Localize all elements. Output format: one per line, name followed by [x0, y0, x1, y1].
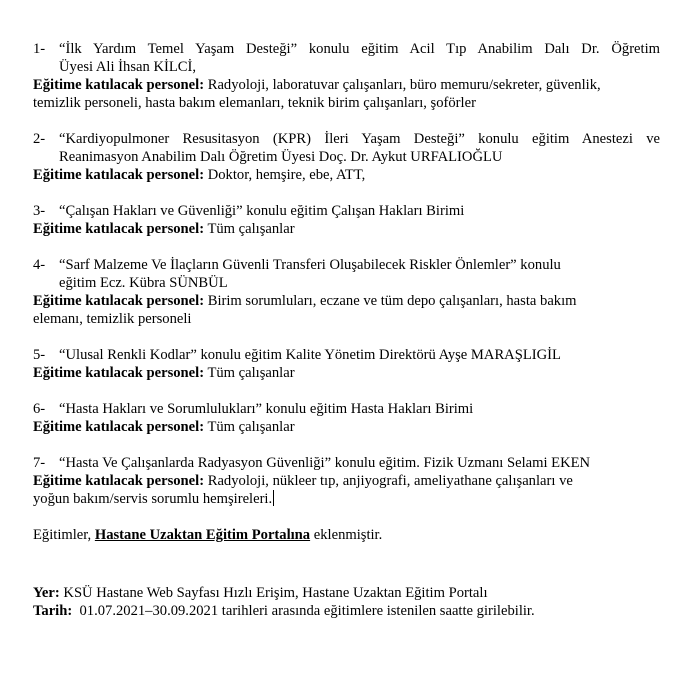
- portal-note: Eğitimler, Hastane Uzaktan Eğitim Portalına eklenmiştir.: [33, 527, 383, 543]
- item-number: 6-: [33, 401, 46, 417]
- personnel-label: Eğitime katılacak personel:: [33, 365, 205, 381]
- date-label: Tarih:: [33, 603, 73, 619]
- personnel-label: Eğitime katılacak personel:: [33, 221, 205, 237]
- training-title-line-2: Üyesi Ali İhsan KİLCİ,: [59, 59, 197, 75]
- training-title-line-1: 1- “İlk Yardım Temel Yaşam Desteği” konulu eğitim Acil Tıp Anabilim Dalı Dr. Öğretim: [33, 41, 660, 57]
- personnel-label: Eğitime katılacak personel:: [33, 167, 205, 183]
- training-item-5: [33, 346, 660, 382]
- training-title-line-1: 5- “Ulusal Renkli Kodlar” konulu eğitim Kalite Yönetim Direktörü Ayşe MARAŞLIGİL: [33, 347, 561, 363]
- training-title-line-2: eğitim Ecz. Kübra SÜNBÜL: [59, 275, 228, 291]
- personnel-line-2: elemanı, temizlik personeli: [33, 311, 192, 327]
- footer: [33, 584, 660, 620]
- training-title-line-1: 3- “Çalışan Hakları ve Güvenliği” konulu eğitim Çalışan Hakları Birimi: [33, 203, 465, 219]
- training-item-4: [33, 256, 660, 328]
- personnel-label: Eğitime katılacak personel:: [33, 473, 205, 489]
- personnel-line-1: Eğitime katılacak personel: Doktor, hemşire, ebe, ATT,: [33, 167, 366, 183]
- date-line: [33, 602, 660, 620]
- training-item-6: [33, 400, 660, 436]
- training-title-line-2: Reanimasyon Anabilim Dalı Öğretim Üyesi Doç. Dr. Aykut URFALIOĞLU: [59, 149, 503, 165]
- training-item-7: [33, 454, 660, 508]
- training-title-line-1: 4- “Sarf Malzeme Ve İlaçların Güvenli Transferi Oluşabilecek Riskler Önlemler” konulu: [33, 257, 561, 273]
- item-number: 4-: [33, 257, 46, 273]
- personnel-label: Eğitime katılacak personel:: [33, 77, 205, 93]
- item-number: 2-: [33, 131, 46, 147]
- personnel-line-1: Eğitime katılacak personel: Tüm çalışanlar: [33, 419, 295, 435]
- personnel-line-2: yoğun bakım/servis sorumlu hemşireleri.: [33, 491, 273, 507]
- personnel-label: Eğitime katılacak personel:: [33, 293, 205, 309]
- item-number: 1-: [33, 41, 46, 57]
- training-item-2: [33, 130, 660, 184]
- training-title-line-1: 7- “Hasta Ve Çalışanlarda Radyasyon Güvenliği” konulu eğitim. Fizik Uzmanı Selami EKEN: [33, 455, 591, 471]
- training-item-1: [33, 40, 660, 112]
- personnel-line-1: Eğitime katılacak personel: Tüm çalışanlar: [33, 221, 295, 237]
- item-number: 5-: [33, 347, 46, 363]
- training-title-line-1: 2- “Kardiyopulmoner Resusitasyon (KPR) İleri Yaşam Desteği” konulu eğitim Anestezi ve: [33, 131, 660, 147]
- item-number: 7-: [33, 455, 46, 471]
- date-value: 01.07.2021–30.09.2021 tarihleri arasında eğitimlere istenilen saatte girilebilir.: [72, 603, 535, 619]
- personnel-line-1: Eğitime katılacak personel: Birim sorumluları, eczane ve tüm depo çalışanları, hasta bakım: [33, 293, 577, 309]
- personnel-line-1: Eğitime katılacak personel: Radyoloji, nükleer tıp, anjiyografi, ameliyathane çalışanları ve: [33, 473, 573, 489]
- item-number: 3-: [33, 203, 46, 219]
- location-value: KSÜ Hastane Web Sayfası Hızlı Erişim, Hastane Uzaktan Eğitim Portalı: [59, 585, 488, 601]
- location-label: Yer:: [33, 585, 60, 601]
- personnel-line-1: Eğitime katılacak personel: Radyoloji, laboratuvar çalışanları, büro memuru/sekreter, güvenlik,: [33, 77, 601, 93]
- portal-link[interactable]: Hastane Uzaktan Eğitim Portalına: [94, 527, 311, 543]
- personnel-line-1: Eğitime katılacak personel: Tüm çalışanlar: [33, 365, 295, 381]
- text-cursor: [273, 490, 274, 506]
- personnel-line-2: temizlik personeli, hasta bakım elemanları, teknik birim çalışanları, şoförler: [33, 95, 476, 111]
- training-title-line-1: 6- “Hasta Hakları ve Sorumlulukları” konulu eğitim Hasta Hakları Birimi: [33, 401, 474, 417]
- personnel-label: Eğitime katılacak personel:: [33, 419, 205, 435]
- training-item-3: [33, 202, 660, 238]
- location-line: [33, 584, 660, 602]
